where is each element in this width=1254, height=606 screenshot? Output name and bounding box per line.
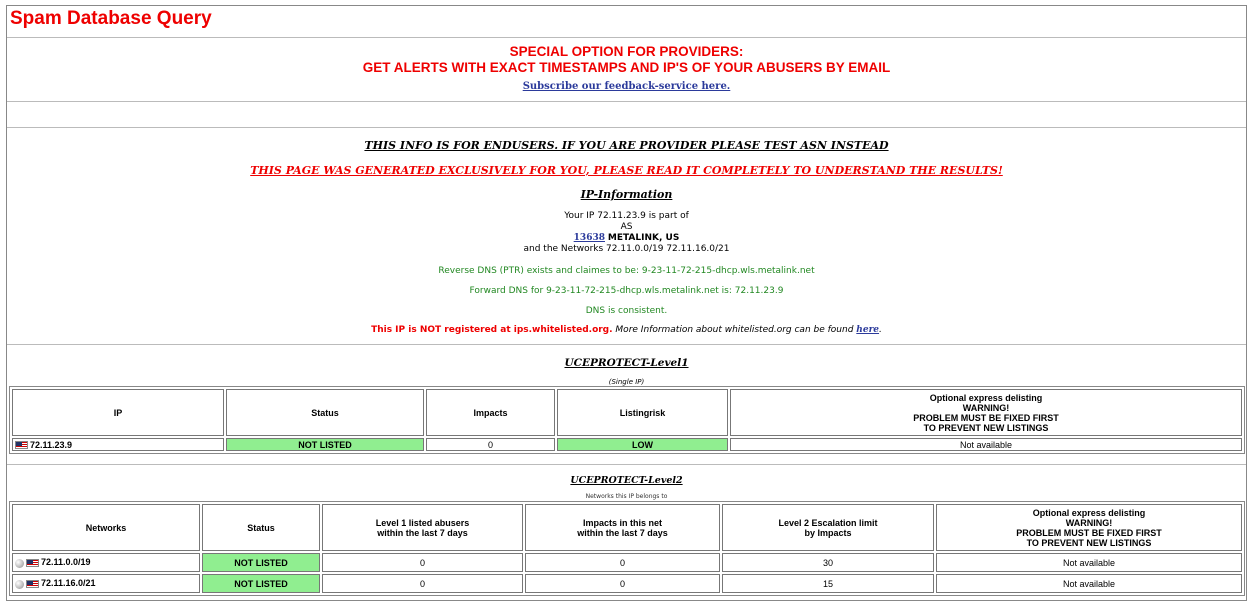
network-cell (12, 553, 200, 572)
optional-line-3: PROBLEM MUST BE FIXED FIRST (913, 412, 1059, 423)
optional-line-3: PROBLEM MUST BE FIXED FIRST (1016, 527, 1162, 538)
col-networks: Networks (12, 504, 200, 551)
col-ip: IP (12, 389, 224, 436)
limit-value: 15 (722, 574, 934, 593)
col-status: Status (202, 504, 320, 551)
level2-header-row (12, 504, 1242, 551)
forward-dns: Forward DNS for 9-23-11-72-215-dhcp.wls.metalink.net is: 72.11.23.9 (469, 286, 784, 296)
impacts-value: 0 (525, 553, 720, 572)
col-optional-delisting (730, 389, 1242, 436)
optional-line-1: Optional express delisting (929, 392, 1043, 403)
optional-value: Not available (936, 574, 1242, 593)
abusers-value: 0 (322, 574, 523, 593)
status-badge: NOT LISTED (202, 574, 320, 593)
generated-notice: THIS PAGE WAS GENERATED EXCLUSIVELY FOR YOU, PLEASE READ IT COMPLETELY TO UNDERSTAND THE RESULTS! (250, 164, 1003, 177)
col-abusers (322, 504, 523, 551)
networks-line: and the Networks 72.11.0.0/19 72.11.16.0/21 (523, 244, 730, 254)
ip-info-heading: IP-Information (580, 188, 673, 201)
divider (7, 101, 1246, 102)
col-escalation (722, 504, 934, 551)
globe-icon[interactable] (15, 580, 24, 589)
status-badge: NOT LISTED (226, 438, 424, 451)
col-impacts: Impacts (426, 389, 555, 436)
risk-badge: LOW (557, 438, 728, 451)
endusers-notice: THIS INFO IS FOR ENDUSERS. IF YOU ARE PROVIDER PLEASE TEST ASN INSTEAD (364, 139, 889, 152)
abusers-line-1: Level 1 listed abusers (375, 517, 470, 528)
optional-line-2: WARNING! (1065, 517, 1113, 528)
level2-heading: UCEPROTECT-Level2 (570, 475, 683, 486)
impacts-value: 0 (426, 438, 555, 451)
asn-name: METALINK, US (607, 233, 680, 243)
abusers-value: 0 (322, 553, 523, 572)
escal-line-1: Level 2 Escalation limit (778, 517, 878, 528)
page-title: Spam Database Query (10, 8, 212, 29)
asn-link[interactable]: 13638 (573, 233, 605, 243)
ip-part-of: Your IP 72.11.23.9 is part of (564, 211, 689, 221)
col-impacts (525, 504, 720, 551)
reverse-dns: Reverse DNS (PTR) exists and claimes to be: 9-23-11-72-215-dhcp.wls.metalink.net (438, 266, 815, 276)
whitelist-more: More Information about whitelisted.org can be found (615, 325, 854, 335)
promo-line-2: GET ALERTS WITH EXACT TIMESTAMPS AND IP'S OF YOUR ABUSERS BY EMAIL (362, 60, 891, 75)
impacts-value: 0 (525, 574, 720, 593)
divider (7, 127, 1246, 128)
subscribe-link[interactable]: Subscribe our feedback-service here. (522, 81, 731, 92)
level1-table (9, 386, 1245, 454)
col-status: Status (226, 389, 424, 436)
optional-line-4: TO PREVENT NEW LISTINGS (1026, 537, 1152, 548)
ip-cell (12, 438, 224, 451)
us-flag-icon (26, 580, 39, 588)
limit-value: 30 (722, 553, 934, 572)
divider (7, 344, 1246, 345)
network-value: 72.11.0.0/19 (41, 557, 91, 568)
abusers-line-2: within the last 7 days (377, 527, 468, 538)
whitelist-line (7, 325, 1246, 336)
status-badge: NOT LISTED (202, 553, 320, 572)
table-row (12, 574, 1242, 593)
network-value: 72.11.16.0/21 (41, 578, 96, 589)
as-label: AS (620, 222, 633, 232)
optional-line-4: TO PREVENT NEW LISTINGS (923, 422, 1049, 433)
dns-consistent: DNS is consistent. (585, 306, 668, 316)
optional-line-1: Optional express delisting (1032, 507, 1146, 518)
optional-value: Not available (730, 438, 1242, 451)
us-flag-icon (15, 441, 28, 449)
impacts-line-2: within the last 7 days (577, 527, 668, 538)
col-listingrisk: Listingrisk (557, 389, 728, 436)
whitelist-status: This IP is NOT registered at ips.whitelisted.org. (371, 325, 613, 335)
network-cell (12, 574, 200, 593)
level1-heading: UCEPROTECT-Level1 (564, 357, 689, 369)
level2-table (9, 501, 1245, 596)
optional-value: Not available (936, 553, 1242, 572)
page-frame (6, 5, 1247, 601)
table-row (12, 553, 1242, 572)
us-flag-icon (26, 559, 39, 567)
level2-sub: Networks this IP belongs to (585, 493, 668, 500)
promo-line-1: SPECIAL OPTION FOR PROVIDERS: (509, 44, 744, 59)
promo-link-wrap (7, 74, 1246, 93)
ip-value: 72.11.23.9 (30, 439, 73, 450)
level1-sub: (Single IP) (608, 378, 645, 386)
col-optional-delisting (936, 504, 1242, 551)
divider (7, 464, 1246, 465)
globe-icon[interactable] (15, 559, 24, 568)
impacts-line-1: Impacts in this net (582, 517, 662, 528)
table-row (12, 438, 1242, 451)
escal-line-2: by Impacts (804, 527, 852, 538)
whitelist-end: . (879, 325, 882, 335)
optional-line-2: WARNING! (962, 402, 1010, 413)
level1-header-row (12, 389, 1242, 436)
asn-line (7, 233, 1246, 244)
divider (7, 37, 1246, 38)
whitelist-here-link[interactable]: here (856, 325, 880, 335)
